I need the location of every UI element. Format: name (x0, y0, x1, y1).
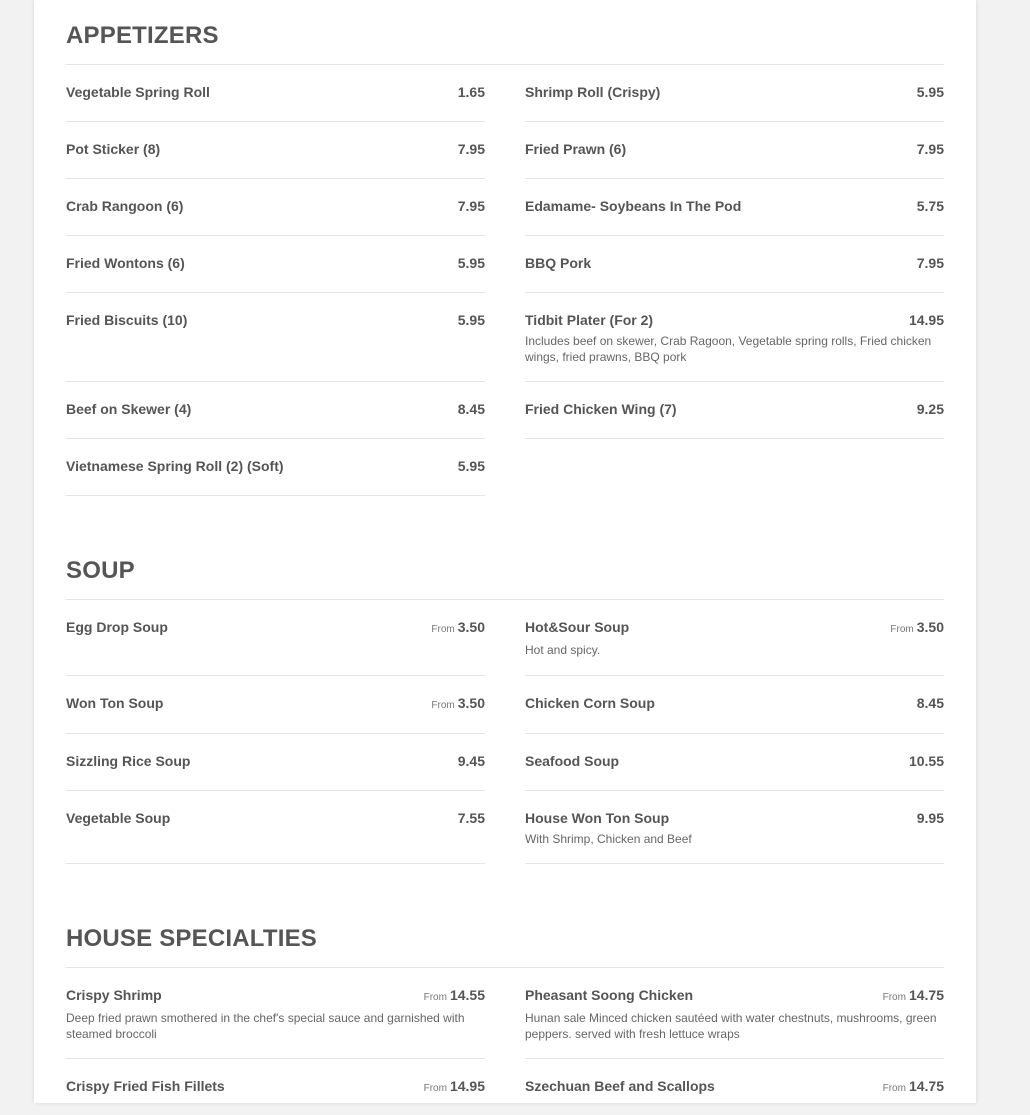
item-name: Fried Biscuits (10) (66, 312, 188, 328)
item-description: With Shrimp, Chicken and Beef (525, 832, 692, 846)
menu-item[interactable] (66, 791, 485, 864)
menu-item[interactable] (525, 293, 944, 382)
menu-item[interactable] (525, 122, 944, 179)
item-name: Pot Sticker (8) (66, 141, 161, 157)
menu-item[interactable] (525, 600, 944, 676)
price-from-label: From (882, 1083, 906, 1094)
menu-item[interactable] (66, 600, 485, 676)
item-price: From 14.75 (882, 1078, 944, 1094)
menu-item[interactable] (525, 676, 944, 734)
item-price: 9.25 (916, 401, 944, 417)
item-price: 5.75 (916, 198, 944, 214)
menu-item[interactable] (66, 1059, 485, 1115)
menu-item[interactable] (525, 1059, 944, 1115)
menu-item[interactable] (525, 734, 944, 791)
item-name: Fried Wontons (6) (66, 255, 185, 271)
item-price: 7.95 (457, 141, 485, 157)
item-name: Egg Drop Soup (66, 619, 168, 635)
price-from-label: From (882, 992, 906, 1003)
price-from-label: From (431, 700, 455, 711)
item-description: Includes beef on skewer, Crab Ragoon, Vegetable spring rolls, Fried chicken wings, fried prawns, BBQ pork (525, 334, 932, 364)
menu-item[interactable] (66, 734, 485, 791)
item-name: Crispy Shrimp (66, 987, 162, 1003)
item-price: 7.55 (457, 810, 485, 826)
item-name: Crab Rangoon (6) (66, 198, 184, 214)
item-price: 5.95 (457, 255, 485, 271)
menu-item[interactable] (525, 65, 944, 122)
menu-item[interactable] (66, 293, 485, 382)
menu-item[interactable] (66, 122, 485, 179)
item-description: Deep fried prawn smothered in the chef's special sauce and garnished with steamed broccoli (66, 1011, 465, 1041)
item-description: Hunan sale Minced chicken sautéed with water chestnuts, mushrooms, green peppers. served with fresh lettuce wraps (525, 1011, 937, 1041)
item-price: 7.95 (457, 198, 485, 214)
item-name: Hot&Sour Soup (525, 619, 630, 635)
price-from-label: From (890, 624, 914, 635)
item-price: 8.45 (457, 401, 485, 417)
item-price: 7.95 (916, 255, 944, 271)
price-from-label: From (431, 624, 455, 635)
menu-item[interactable] (66, 65, 485, 122)
item-name: Fried Chicken Wing (7) (525, 401, 677, 417)
item-name: Crispy Fried Fish Fillets (66, 1078, 225, 1094)
item-name: Seafood Soup (525, 753, 620, 769)
item-name: Vietnamese Spring Roll (2) (Soft) (66, 458, 284, 474)
item-name: Won Ton Soup (66, 695, 164, 711)
item-name: BBQ Pork (525, 255, 592, 271)
item-price: From 14.95 (423, 1078, 485, 1094)
item-price: 9.45 (457, 753, 485, 769)
item-name: Vegetable Spring Roll (66, 84, 210, 100)
price-from-label: From (423, 1083, 447, 1094)
menu-item[interactable] (66, 676, 485, 734)
item-name: House Won Ton Soup (525, 810, 670, 826)
menu-item[interactable] (66, 382, 485, 439)
item-price: 9.95 (916, 810, 944, 826)
menu-item[interactable] (66, 439, 485, 496)
item-price: 7.95 (916, 141, 944, 157)
section-title: APPETIZERS (66, 22, 219, 49)
item-price: 5.95 (457, 312, 485, 328)
menu-item[interactable] (525, 791, 944, 864)
item-price: From 3.50 (431, 695, 485, 711)
item-name: Szechuan Beef and Scallops (525, 1078, 715, 1094)
item-price: From 14.75 (882, 987, 944, 1003)
menu-item[interactable] (66, 179, 485, 236)
item-name: Vegetable Soup (66, 810, 171, 826)
item-price: From 3.50 (431, 619, 485, 635)
menu-item[interactable] (66, 968, 485, 1059)
price-from-label: From (423, 992, 447, 1003)
item-price: From 14.55 (423, 987, 485, 1003)
item-price: 10.55 (908, 753, 944, 769)
item-name: Shrimp Roll (Crispy) (525, 84, 661, 100)
item-name: Beef on Skewer (4) (66, 401, 192, 417)
menu-item[interactable] (525, 382, 944, 439)
item-price: 1.65 (457, 84, 485, 100)
item-price: 5.95 (457, 458, 485, 474)
menu-item[interactable] (525, 179, 944, 236)
item-price: From 3.50 (890, 619, 944, 635)
menu-item[interactable] (525, 236, 944, 293)
section-title: HOUSE SPECIALTIES (66, 925, 317, 952)
item-description: Hot and spicy. (525, 643, 601, 657)
item-name: Fried Prawn (6) (525, 141, 627, 157)
item-name: Chicken Corn Soup (525, 695, 655, 711)
item-name: Sizzling Rice Soup (66, 753, 191, 769)
menu-item[interactable] (525, 968, 944, 1059)
menu-item[interactable] (66, 236, 485, 293)
item-name: Edamame- Soybeans In The Pod (525, 198, 742, 214)
item-price: 5.95 (916, 84, 944, 100)
item-name: Pheasant Soong Chicken (525, 987, 694, 1003)
menu-card (34, 0, 976, 1103)
item-price: 8.45 (916, 695, 944, 711)
item-price: 14.95 (908, 312, 944, 328)
section-title: SOUP (66, 557, 135, 584)
item-name: Tidbit Plater (For 2) (525, 312, 654, 328)
